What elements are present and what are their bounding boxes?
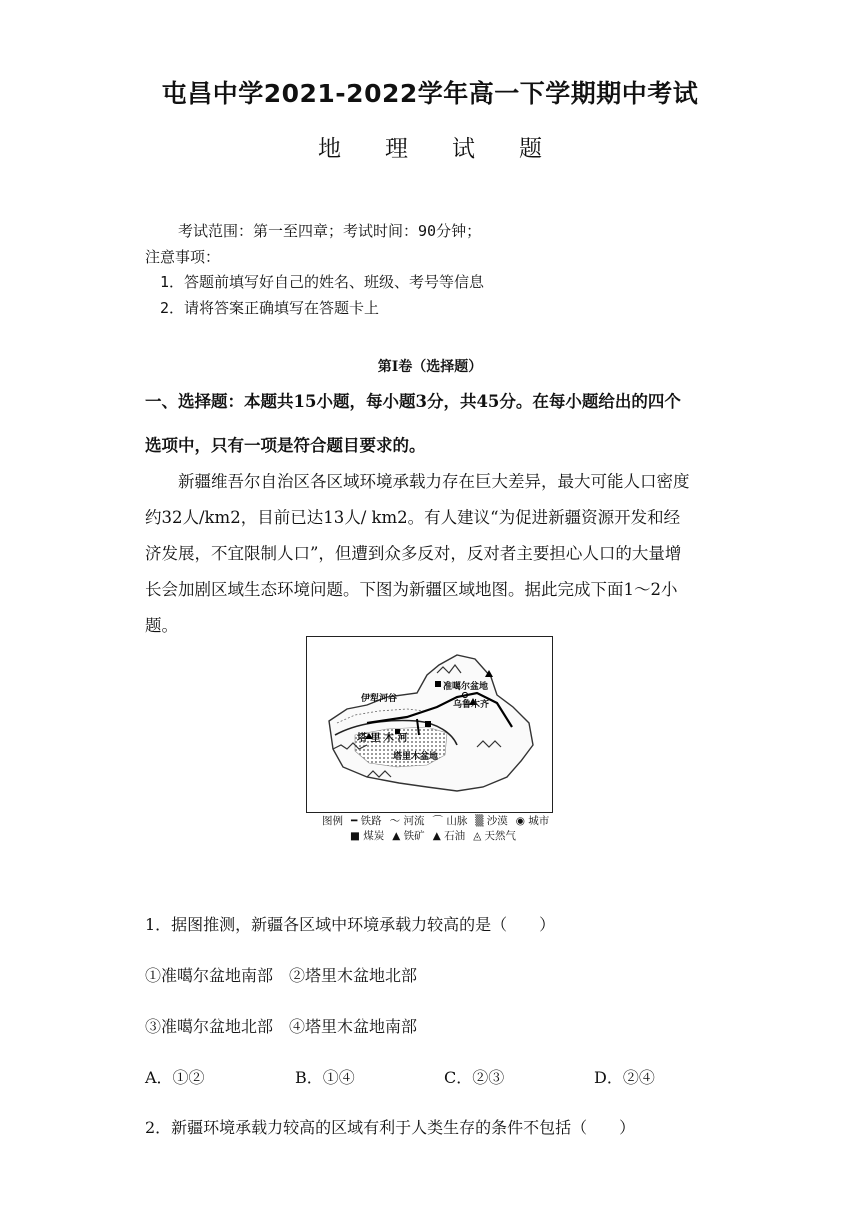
legend-item: ▲ 石油 xyxy=(432,830,466,842)
passage-line: 题。 xyxy=(145,616,178,635)
map-legend xyxy=(322,814,557,844)
passage-line: 新疆维吾尔自治区各区域环境承载力存在巨大差异，最大可能人口密度 xyxy=(178,472,690,491)
section-title: 第I卷（选择题） xyxy=(377,359,483,375)
exam-scope: 考试范围：第一至四章；考试时间：90分钟； xyxy=(178,222,482,240)
map-label-tarim-basin: 塔里木盆地 xyxy=(393,752,439,762)
subject-title xyxy=(0,130,860,163)
option-d[interactable]: D．②④ xyxy=(594,1068,655,1087)
section-instruction: 一、选择题：本题共15小题，每小题3分，共45分。在每小题给出的四个 xyxy=(145,392,681,411)
passage xyxy=(145,464,720,644)
passage-line: 济发展，不宜限制人口”，但遭到众多反对，反对者主要担心人口的大量增 xyxy=(145,544,682,563)
subject-char: 理 xyxy=(385,136,408,162)
option-b[interactable]: B．①④ xyxy=(295,1068,355,1087)
question-statement: ①准噶尔盆地南部 ②塔里木盆地北部 xyxy=(145,966,418,985)
subject-char: 题 xyxy=(519,136,542,162)
notes-heading: 注意事项： xyxy=(145,248,221,266)
option-c[interactable]: C．②③ xyxy=(444,1068,505,1087)
note-item: 1．答题前填写好自己的姓名、班级、考号等信息 xyxy=(160,273,485,291)
subject-char: 地 xyxy=(318,136,341,162)
legend-item: ▲ 铁矿 xyxy=(392,830,425,842)
passage-line: 长会加剧区域生态环境问题。下图为新疆区域地图。据此完成下面1～2小 xyxy=(145,580,678,599)
legend-item: ▒ 沙漠 xyxy=(475,815,508,827)
map-label-urumqi: 乌鲁木齐 xyxy=(453,700,490,710)
map-label-tarim-river: 塔 里 木 河 xyxy=(357,733,408,744)
option-a[interactable]: A．①② xyxy=(145,1068,205,1087)
legend-row xyxy=(322,829,557,844)
section-instruction: 选项中，只有一项是符合题目要求的。 xyxy=(145,436,426,455)
xinjiang-map xyxy=(306,636,553,813)
subject-char: 试 xyxy=(452,136,475,162)
legend-item: ━ 铁路 xyxy=(351,815,382,827)
coal-marker xyxy=(435,681,441,687)
note-item: 2．请将答案正确填写在答题卡上 xyxy=(160,299,380,317)
legend-item: 〜 河流 xyxy=(389,815,425,827)
question-stem: 2．新疆环境承载力较高的区域有利于人类生存的条件不包括（ ） xyxy=(145,1118,636,1137)
map-label-yili: 伊犁河谷 xyxy=(361,694,398,704)
question-stem: 1．据图推测，新疆各区域中环境承载力较高的是（ ） xyxy=(145,915,556,934)
legend-row xyxy=(322,814,557,829)
legend-item: ◉ 城市 xyxy=(515,815,550,827)
legend-item: ⌒ 山脉 xyxy=(432,815,468,827)
map-graphic xyxy=(307,637,552,812)
legend-item: ◬ 天然气 xyxy=(473,830,517,842)
map-label-junggar: 准噶尔盆地 xyxy=(443,682,489,692)
legend-item: 图例 xyxy=(322,815,343,827)
coal-marker xyxy=(425,721,431,727)
exam-title: 屯昌中学2021-2022学年高一下学期期中考试 xyxy=(161,79,699,108)
question-statement: ③准噶尔盆地北部 ④塔里木盆地南部 xyxy=(145,1017,418,1036)
legend-item: ■ 煤炭 xyxy=(350,830,385,842)
passage-line: 约32人/km2，目前已达13人/ km2。有人建议“为促进新疆资源开发和经 xyxy=(145,508,681,527)
